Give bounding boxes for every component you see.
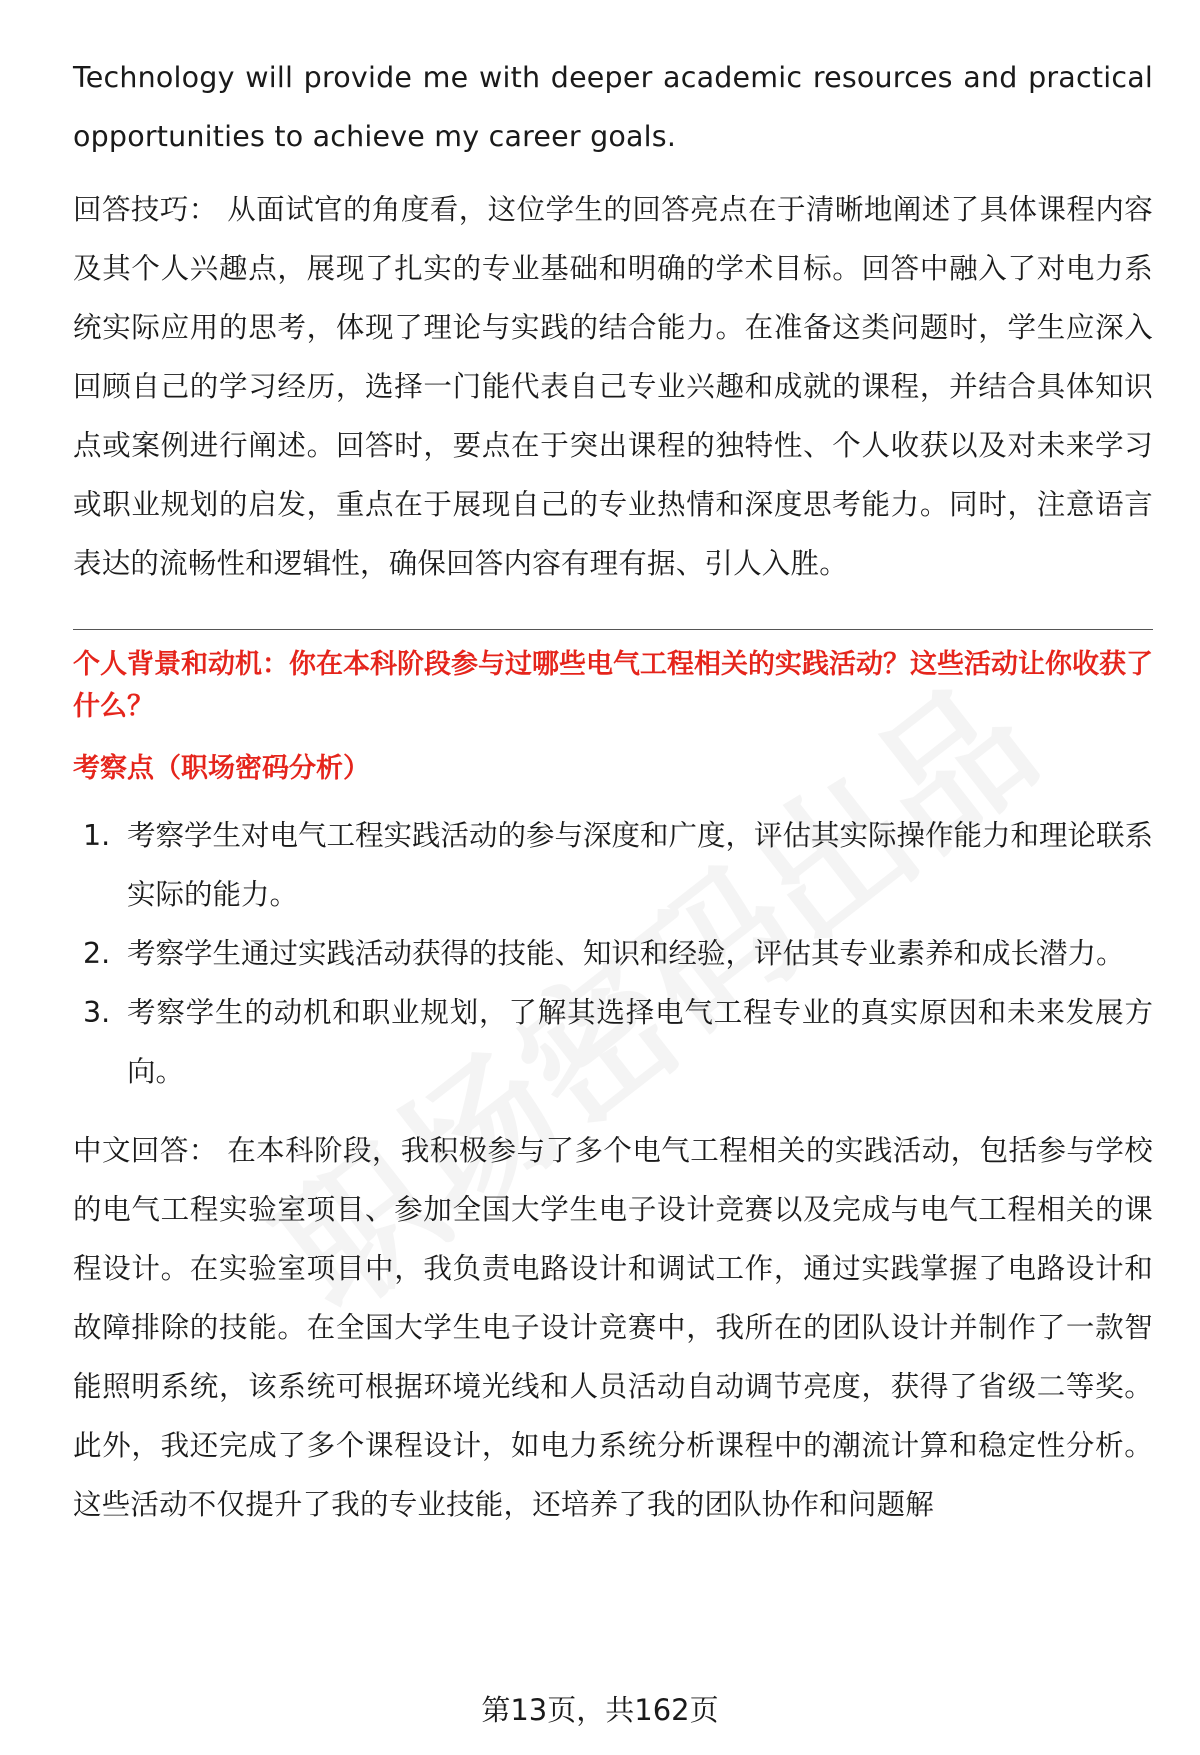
tips-paragraph	[73, 180, 1153, 593]
document-page	[73, 48, 1153, 1534]
focus-list	[73, 806, 1153, 1101]
tips-text: 从面试官的角度看，这位学生的回答亮点在于清晰地阐述了具体课程内容及其个人兴趣点，展现了扎实的专业基础和明确的学术目标。回答中融入了对电力系统实际应用的思考，体现了理论与实践的结合能力。在准备这类问题时，学生应深入回顾自己的学习经历，选择一门能代表自己专业兴趣和成就的课程，并结合具体知识点或案例进行阐述。回答时，要点在于突出课程的独特性、个人收获以及对未来学习或职业规划的启发，重点在于展现自己的专业热情和深度思考能力。同时，注意语言表达的流畅性和逻辑性，确保回答内容有理有据、引人入胜。	[73, 193, 1153, 580]
question-heading: 个人背景和动机：你在本科阶段参与过哪些电气工程相关的实践活动？这些活动让你收获了什么？	[73, 649, 1153, 722]
focus-item-number: 3.	[83, 996, 111, 1029]
intro-paragraph: Technology will provide me with deeper academic resources and practical opportunities to achieve my career goals.	[73, 61, 1153, 153]
answer-paragraph	[73, 1121, 1153, 1534]
page-number-footer: 第13页，共162页	[481, 1693, 719, 1727]
focus-item	[73, 806, 1153, 924]
answer-label: 中文回答：	[73, 1134, 218, 1167]
tips-label: 回答技巧：	[73, 193, 218, 226]
focus-item-text: 考察学生通过实践活动获得的技能、知识和经验，评估其专业素养和成长潜力。	[127, 937, 1125, 970]
answer-text: 在本科阶段，我积极参与了多个电气工程相关的实践活动，包括参与学校的电气工程实验室项目、参加全国大学生电子设计竞赛以及完成与电气工程相关的课程设计。在实验室项目中，我负责电路设计和调试工作，通过实践掌握了电路设计和故障排除的技能。在全国大学生电子设计竞赛中，我所在的团队设计并制作了一款智能照明系统，该系统可根据环境光线和人员活动自动调节亮度，获得了省级二等奖。此外，我还完成了多个课程设计，如电力系统分析课程中的潮流计算和稳定性分析。这些活动不仅提升了我的专业技能，还培养了我的团队协作和问题解	[73, 1134, 1153, 1521]
focus-item-text: 考察学生对电气工程实践活动的参与深度和广度，评估其实际操作能力和理论联系实际的能力。	[127, 819, 1154, 911]
section-divider	[73, 629, 1153, 630]
focus-item	[73, 924, 1153, 983]
focus-heading: 考察点（职场密码分析）	[73, 753, 370, 784]
focus-item-number: 2.	[83, 937, 111, 970]
focus-item	[73, 983, 1153, 1101]
focus-item-text: 考察学生的动机和职业规划，了解其选择电气工程专业的真实原因和未来发展方向。	[127, 996, 1153, 1088]
focus-item-number: 1.	[83, 819, 111, 852]
